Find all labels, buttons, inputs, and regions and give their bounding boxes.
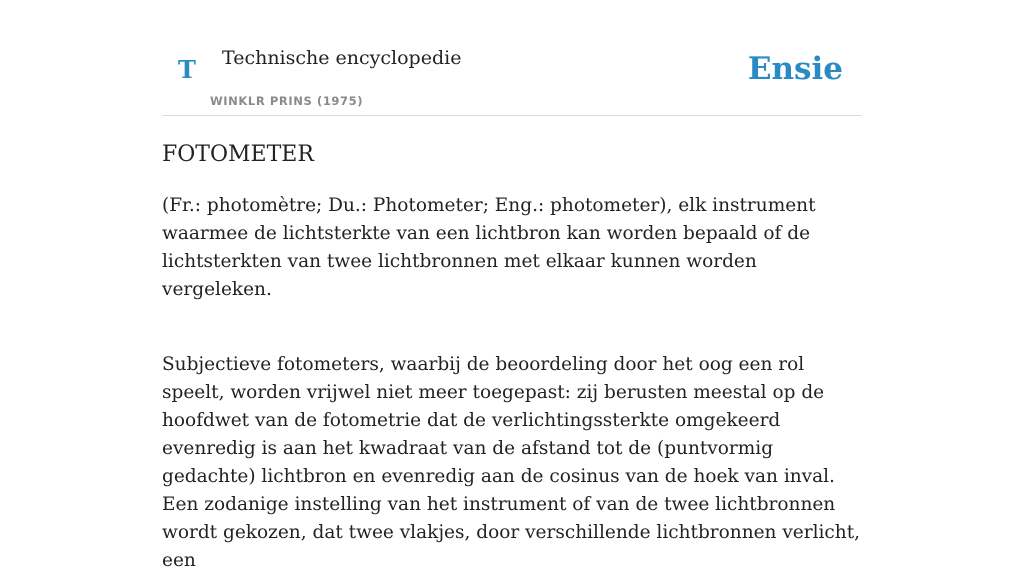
article-title: FOTOMETER xyxy=(162,142,314,167)
book-source-label: WINKLR PRINS (1975) xyxy=(210,94,364,108)
article-container xyxy=(162,0,862,571)
book-title-link[interactable]: Technische encyclopedie xyxy=(222,47,462,69)
brand-logo[interactable]: Ensie xyxy=(747,51,843,87)
source-logo[interactable]: T xyxy=(178,55,196,84)
source-header xyxy=(162,0,862,116)
article-paragraph-body: Subjectieve fotometers, waarbij de beoordeling door het oog een rol speelt, worden vrijwel niet meer toegepast: zij berusten meestal op de hoofdwet van de fotometrie dat de verlichtingssterkte omgekeerd evenredig is aan het kwadraat van de afstand tot de (puntvormig gedachte) lichtbron en evenredig aan de cosinus van de hoek van inval. Een zodanige instelling van het instrument of van de twee lichtbronnen wordt gekozen, dat twee vlakjes, door verschillende lichtbronnen verlicht, een xyxy=(162,354,861,571)
article-paragraph-intro: (Fr.: photomètre; Du.: Photometer; Eng.: photometer), elk instrument waarmee de lichtsterkte van een lichtbron kan worden bepaald of de lichtsterkten van twee lichtbronnen met elkaar kunnen worden vergeleken. xyxy=(162,195,816,300)
